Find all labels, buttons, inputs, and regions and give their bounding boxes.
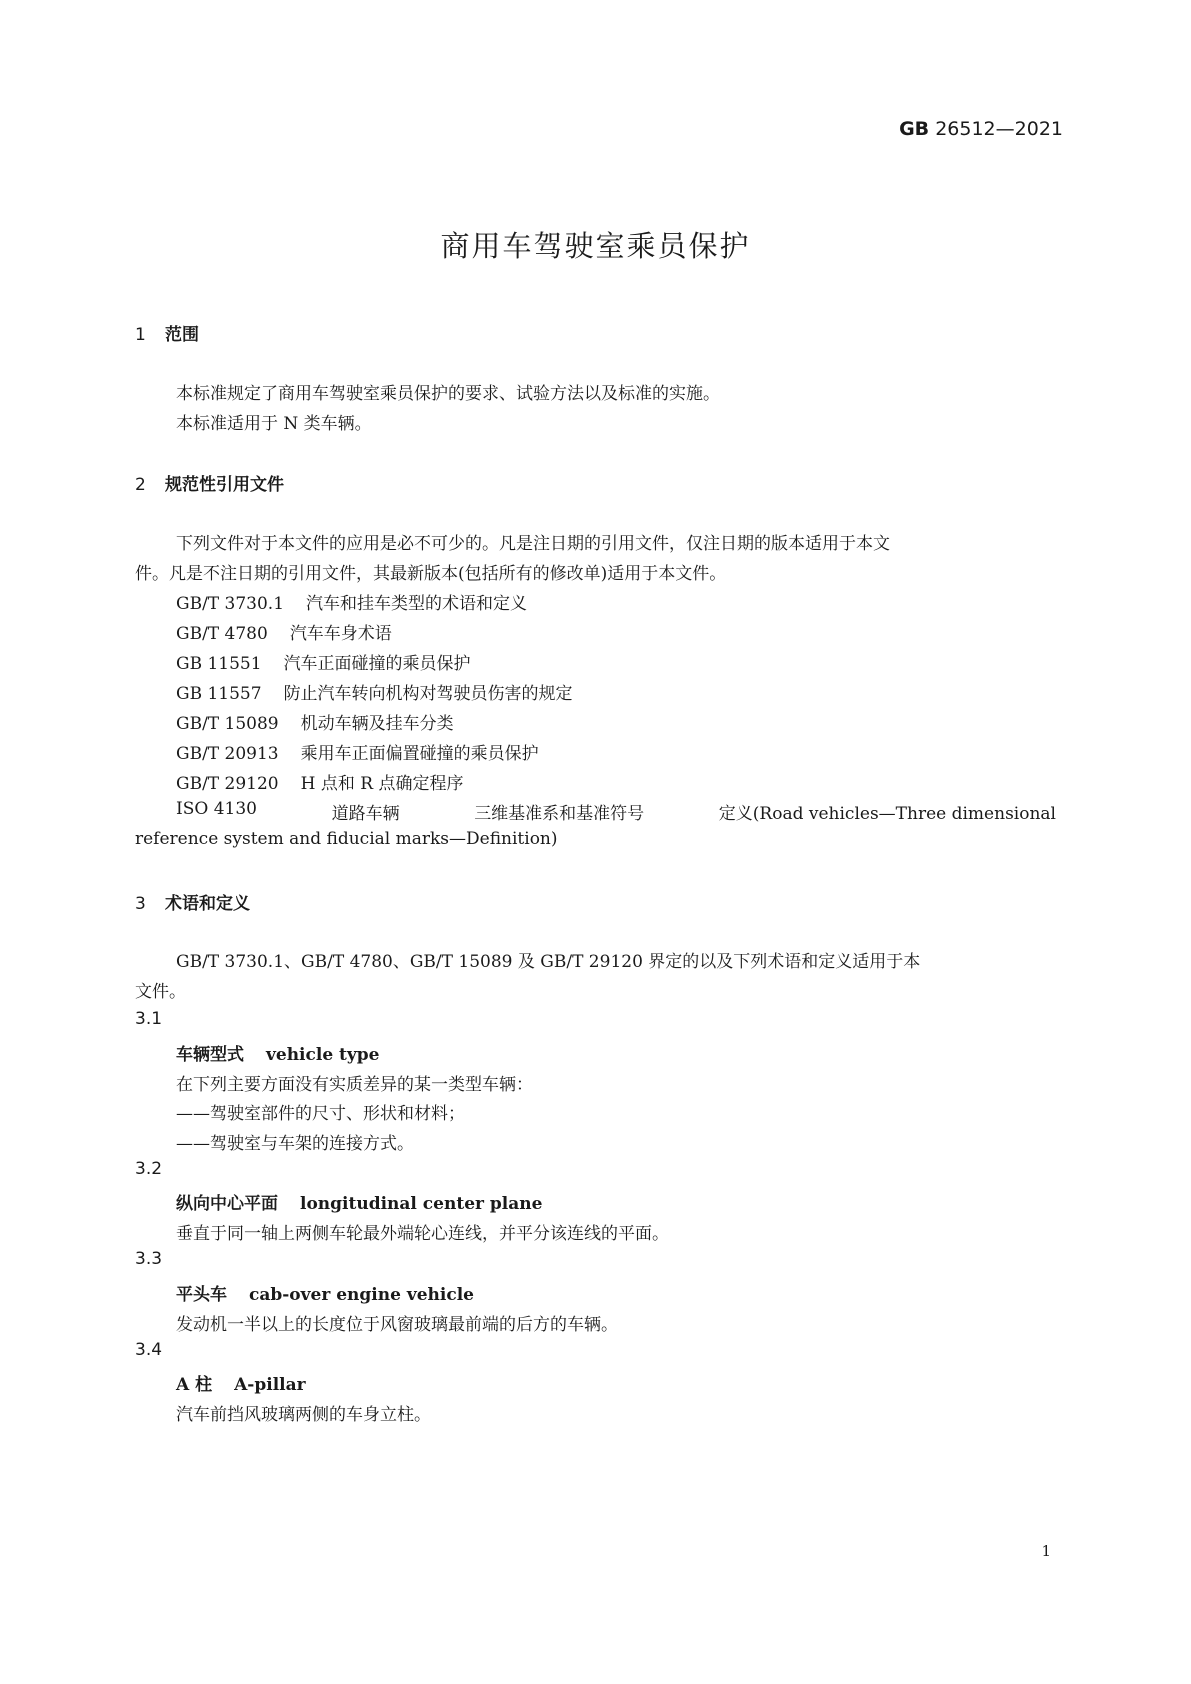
paragraph: 本标准适用于 N 类车辆。 xyxy=(176,414,372,434)
reference-item xyxy=(176,679,573,704)
standard-code xyxy=(899,118,1063,140)
section-number: 2 xyxy=(135,475,146,495)
reference-code: ISO 4130 xyxy=(176,799,257,819)
reference-title: 汽车和挂车类型的术语和定义 xyxy=(306,594,528,614)
section-title: 术语和定义 xyxy=(165,894,250,914)
paragraph: 件。凡是不注日期的引用文件，其最新版本(包括所有的修改单)适用于本文件。 xyxy=(135,564,727,584)
reference-code: GB/T 3730.1 xyxy=(176,594,285,614)
reference-code: GB/T 20913 xyxy=(176,744,279,764)
reference-title: 防止汽车转向机构对驾驶员伤害的规定 xyxy=(283,684,573,704)
term-number: 3.4 xyxy=(135,1340,163,1360)
reference-code: GB 11551 xyxy=(176,654,262,674)
standard-number: 26512—2021 xyxy=(935,118,1063,140)
reference-item-iso xyxy=(176,799,1056,824)
term-zh: 车辆型式 xyxy=(176,1045,244,1065)
section-2-heading xyxy=(135,470,284,495)
term-definition: 垂直于同一轴上两侧车轮最外端轮心连线，并平分该连线的平面。 xyxy=(176,1224,669,1244)
reference-title: 汽车车身术语 xyxy=(289,624,392,644)
term-en: vehicle type xyxy=(266,1045,380,1065)
reference-code: GB/T 29120 xyxy=(176,774,279,794)
reference-item xyxy=(176,649,471,674)
term-list-item: ——驾驶室与车架的连接方式。 xyxy=(176,1134,414,1154)
term-en: cab-over engine vehicle xyxy=(249,1285,474,1305)
term-title xyxy=(176,1280,474,1305)
reference-title: 机动车辆及挂车分类 xyxy=(300,714,454,734)
reference-title: 乘用车正面偏置碰撞的乘员保护 xyxy=(300,744,539,764)
section-1-heading xyxy=(135,320,199,345)
paragraph: 文件。 xyxy=(135,982,186,1002)
reference-title-part: 三维基准系和基准符号 xyxy=(474,804,645,824)
term-zh: 纵向中心平面 xyxy=(176,1194,278,1214)
term-number: 3.2 xyxy=(135,1159,163,1179)
reference-continuation: reference system and fiducial marks—Definition) xyxy=(135,829,558,849)
reference-code: GB/T 15089 xyxy=(176,714,279,734)
term-definition: 汽车前挡风玻璃两侧的车身立柱。 xyxy=(176,1405,431,1425)
paragraph: 本标准规定了商用车驾驶室乘员保护的要求、试验方法以及标准的实施。 xyxy=(176,384,720,404)
section-number: 3 xyxy=(135,894,146,914)
reference-code: GB 11557 xyxy=(176,684,262,704)
term-definition: 发动机一半以上的长度位于风窗玻璃最前端的后方的车辆。 xyxy=(176,1315,618,1335)
section-title: 规范性引用文件 xyxy=(165,475,284,495)
reference-title: 汽车正面碰撞的乘员保护 xyxy=(283,654,471,674)
page-number: 1 xyxy=(1041,1542,1051,1560)
reference-title-part: 道路车辆 xyxy=(331,804,400,824)
paragraph: GB/T 3730.1、GB/T 4780、GB/T 15089 及 GB/T 29120 界定的以及下列术语和定义适用于本 xyxy=(176,952,921,972)
reference-code: GB/T 4780 xyxy=(176,624,268,644)
section-3-heading xyxy=(135,889,250,914)
term-number: 3.3 xyxy=(135,1249,163,1269)
page-title: 商用车驾驶室乘员保护 xyxy=(440,229,751,263)
term-number: 3.1 xyxy=(135,1009,163,1029)
term-definition: 在下列主要方面没有实质差异的某一类型车辆： xyxy=(176,1075,533,1095)
term-title xyxy=(176,1370,306,1395)
term-zh: A 柱 xyxy=(176,1375,213,1395)
term-list-item: ——驾驶室部件的尺寸、形状和材料； xyxy=(176,1104,465,1124)
term-zh: 平头车 xyxy=(176,1285,227,1305)
term-en: A-pillar xyxy=(234,1375,306,1395)
reference-item xyxy=(176,589,527,614)
reference-title-part: 定义(Road vehicles—Three dimensional xyxy=(718,804,1056,824)
section-title: 范围 xyxy=(165,325,199,345)
reference-item xyxy=(176,739,539,764)
reference-item xyxy=(176,709,454,734)
term-en: longitudinal center plane xyxy=(300,1194,543,1214)
reference-item xyxy=(176,619,392,644)
term-title xyxy=(176,1189,542,1214)
section-number: 1 xyxy=(135,325,146,345)
reference-item xyxy=(176,769,463,794)
reference-title: H 点和 R 点确定程序 xyxy=(300,774,464,794)
standard-prefix: GB xyxy=(899,118,930,140)
term-title xyxy=(176,1040,380,1065)
paragraph: 下列文件对于本文件的应用是必不可少的。凡是注日期的引用文件，仅注日期的版本适用于本文 xyxy=(176,534,890,554)
